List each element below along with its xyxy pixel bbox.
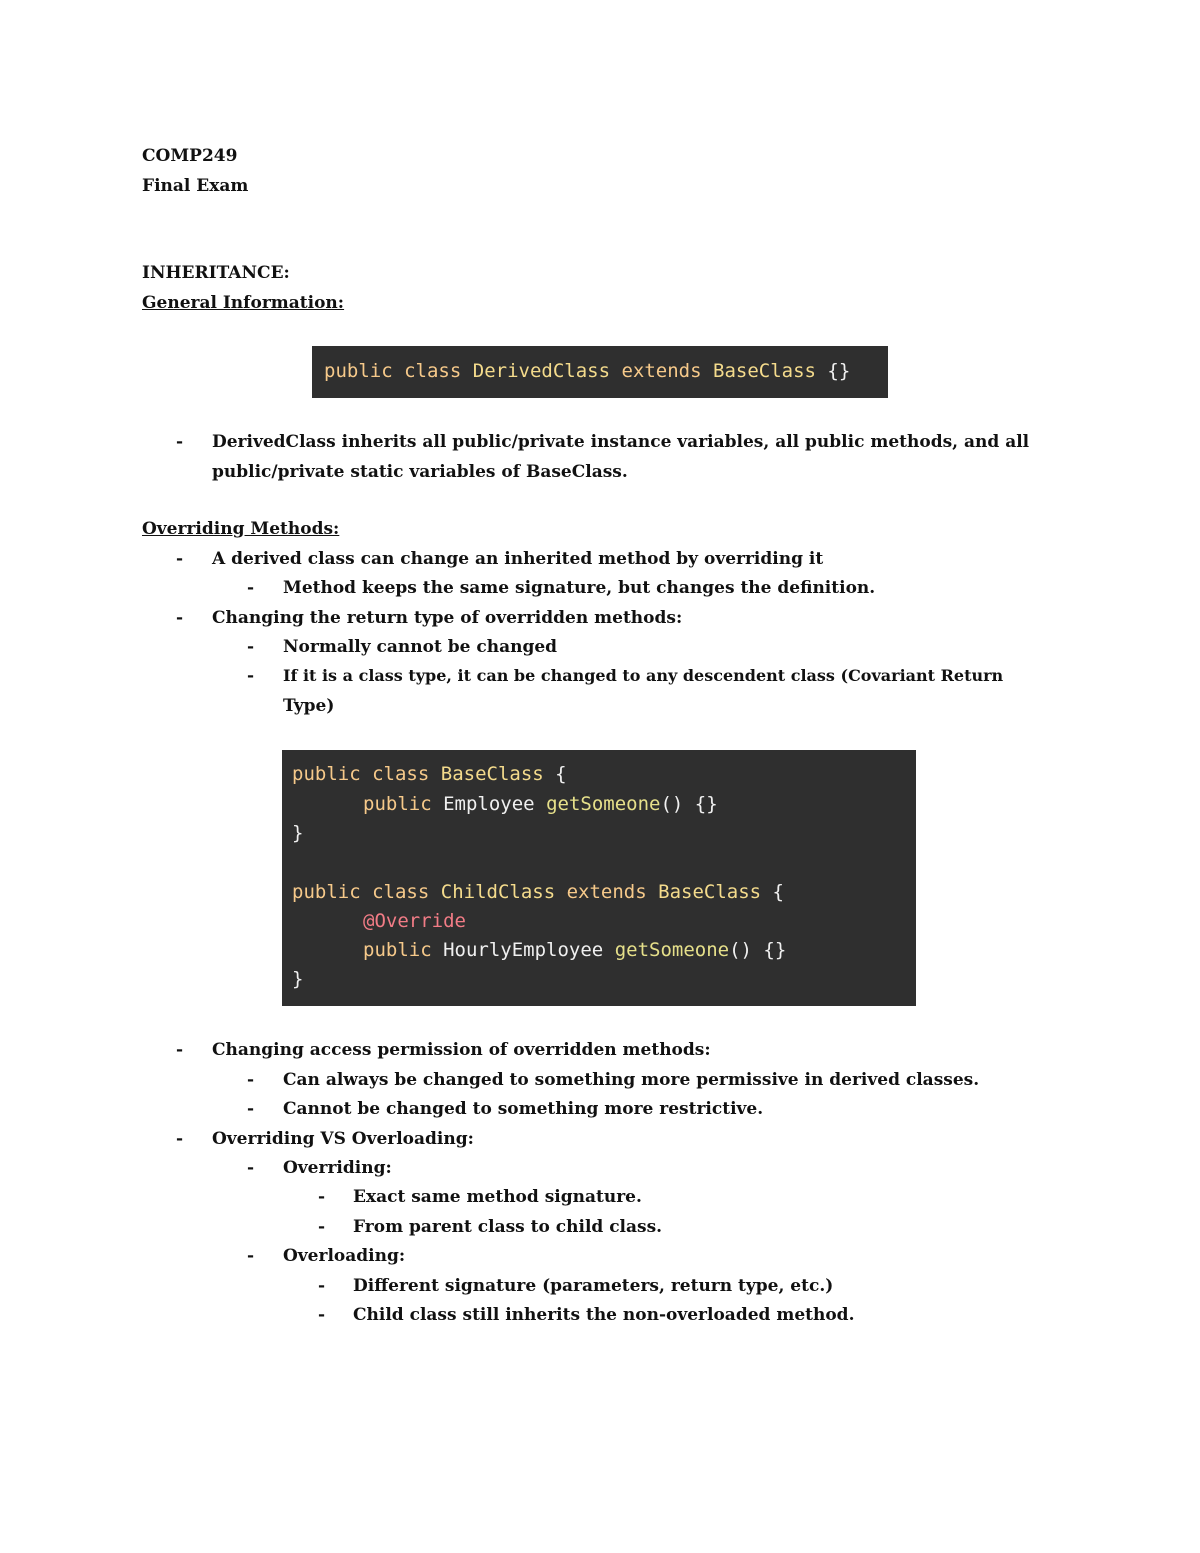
code-token: getSomeone xyxy=(614,939,730,961)
bullet-dash: - xyxy=(247,1246,255,1266)
bullet-dash: - xyxy=(318,1187,326,1207)
list-item: Overriding: xyxy=(283,1158,392,1178)
bullet-dash: - xyxy=(176,549,184,569)
code-token: HourlyEmployee xyxy=(443,939,604,961)
code-token: { xyxy=(555,763,567,785)
code-token: extends xyxy=(566,881,647,903)
course-code: COMP249 xyxy=(142,146,238,166)
code-token: } xyxy=(292,822,304,844)
bullet-dash: - xyxy=(247,1158,255,1178)
bullet-dash: - xyxy=(176,1129,184,1149)
code-token: extends xyxy=(621,360,702,382)
section-title: INHERITANCE: xyxy=(142,263,290,283)
bullet-dash: - xyxy=(247,637,255,657)
code-token: BaseClass xyxy=(440,763,544,785)
code-block-covariant-return xyxy=(282,750,916,1006)
code-token: ChildClass xyxy=(440,881,556,903)
list-item: Can always be changed to something more permissive in derived classes. xyxy=(283,1070,980,1090)
bullet-dash: - xyxy=(318,1305,326,1325)
overriding-methods-heading: Overriding Methods: xyxy=(142,519,340,539)
code-token: public xyxy=(292,881,361,903)
list-item: Exact same method signature. xyxy=(353,1187,642,1207)
bullet-dash: - xyxy=(176,608,184,628)
code-token: DerivedClass xyxy=(472,360,611,382)
bullet-dash: - xyxy=(318,1217,326,1237)
code-token: class xyxy=(372,763,430,785)
bullet-dash: - xyxy=(176,432,184,452)
list-item: Method keeps the same signature, but changes the definition. xyxy=(283,578,876,598)
code-token: BaseClass xyxy=(713,360,816,382)
list-item: Cannot be changed to something more restrictive. xyxy=(283,1099,764,1119)
list-item: Child class still inherits the non-overloaded method. xyxy=(353,1305,855,1325)
code-token: {} xyxy=(827,360,851,382)
list-item: Changing the return type of overridden methods: xyxy=(212,608,683,628)
list-item: Changing access permission of overridden methods: xyxy=(212,1040,711,1060)
list-item: A derived class can change an inherited method by overriding it xyxy=(212,549,824,569)
code-token: Employee xyxy=(443,793,535,815)
code-token: { xyxy=(772,881,784,903)
list-item: DerivedClass inherits all public/private instance variables, all public methods, and all xyxy=(212,432,1030,452)
code-token: class xyxy=(404,360,462,382)
bullet-dash: - xyxy=(318,1276,326,1296)
code-block-derived-class xyxy=(312,346,888,398)
list-item: Normally cannot be changed xyxy=(283,637,558,657)
bullet-dash: - xyxy=(247,578,255,598)
general-information-heading: General Information: xyxy=(142,293,345,313)
code-token: BaseClass xyxy=(658,881,762,903)
code-annotation: @Override xyxy=(363,910,466,932)
code-token: getSomeone xyxy=(546,793,661,815)
list-item: Overloading: xyxy=(283,1246,406,1266)
code-token: public xyxy=(324,360,393,382)
code-token: class xyxy=(372,881,430,903)
list-item-continuation: Type) xyxy=(283,696,335,716)
list-item: If it is a class type, it can be changed to any descendent class (Covariant Return xyxy=(283,666,1004,685)
list-item: Overriding VS Overloading: xyxy=(212,1129,474,1149)
code-token: public xyxy=(363,793,432,815)
document-title: Final Exam xyxy=(142,176,249,196)
list-item: From parent class to child class. xyxy=(353,1217,663,1237)
code-token: public xyxy=(363,939,432,961)
list-item-continuation: public/private static variables of BaseClass. xyxy=(212,462,628,482)
code-token: } xyxy=(292,968,304,990)
bullet-dash: - xyxy=(176,1040,184,1060)
bullet-dash: - xyxy=(247,666,255,686)
bullet-dash: - xyxy=(247,1070,255,1090)
bullet-dash: - xyxy=(247,1099,255,1119)
code-token: public xyxy=(292,763,361,785)
list-item: Different signature (parameters, return type, etc.) xyxy=(353,1276,834,1296)
code-token: () {} xyxy=(729,939,787,961)
code-token: () {} xyxy=(660,793,718,815)
